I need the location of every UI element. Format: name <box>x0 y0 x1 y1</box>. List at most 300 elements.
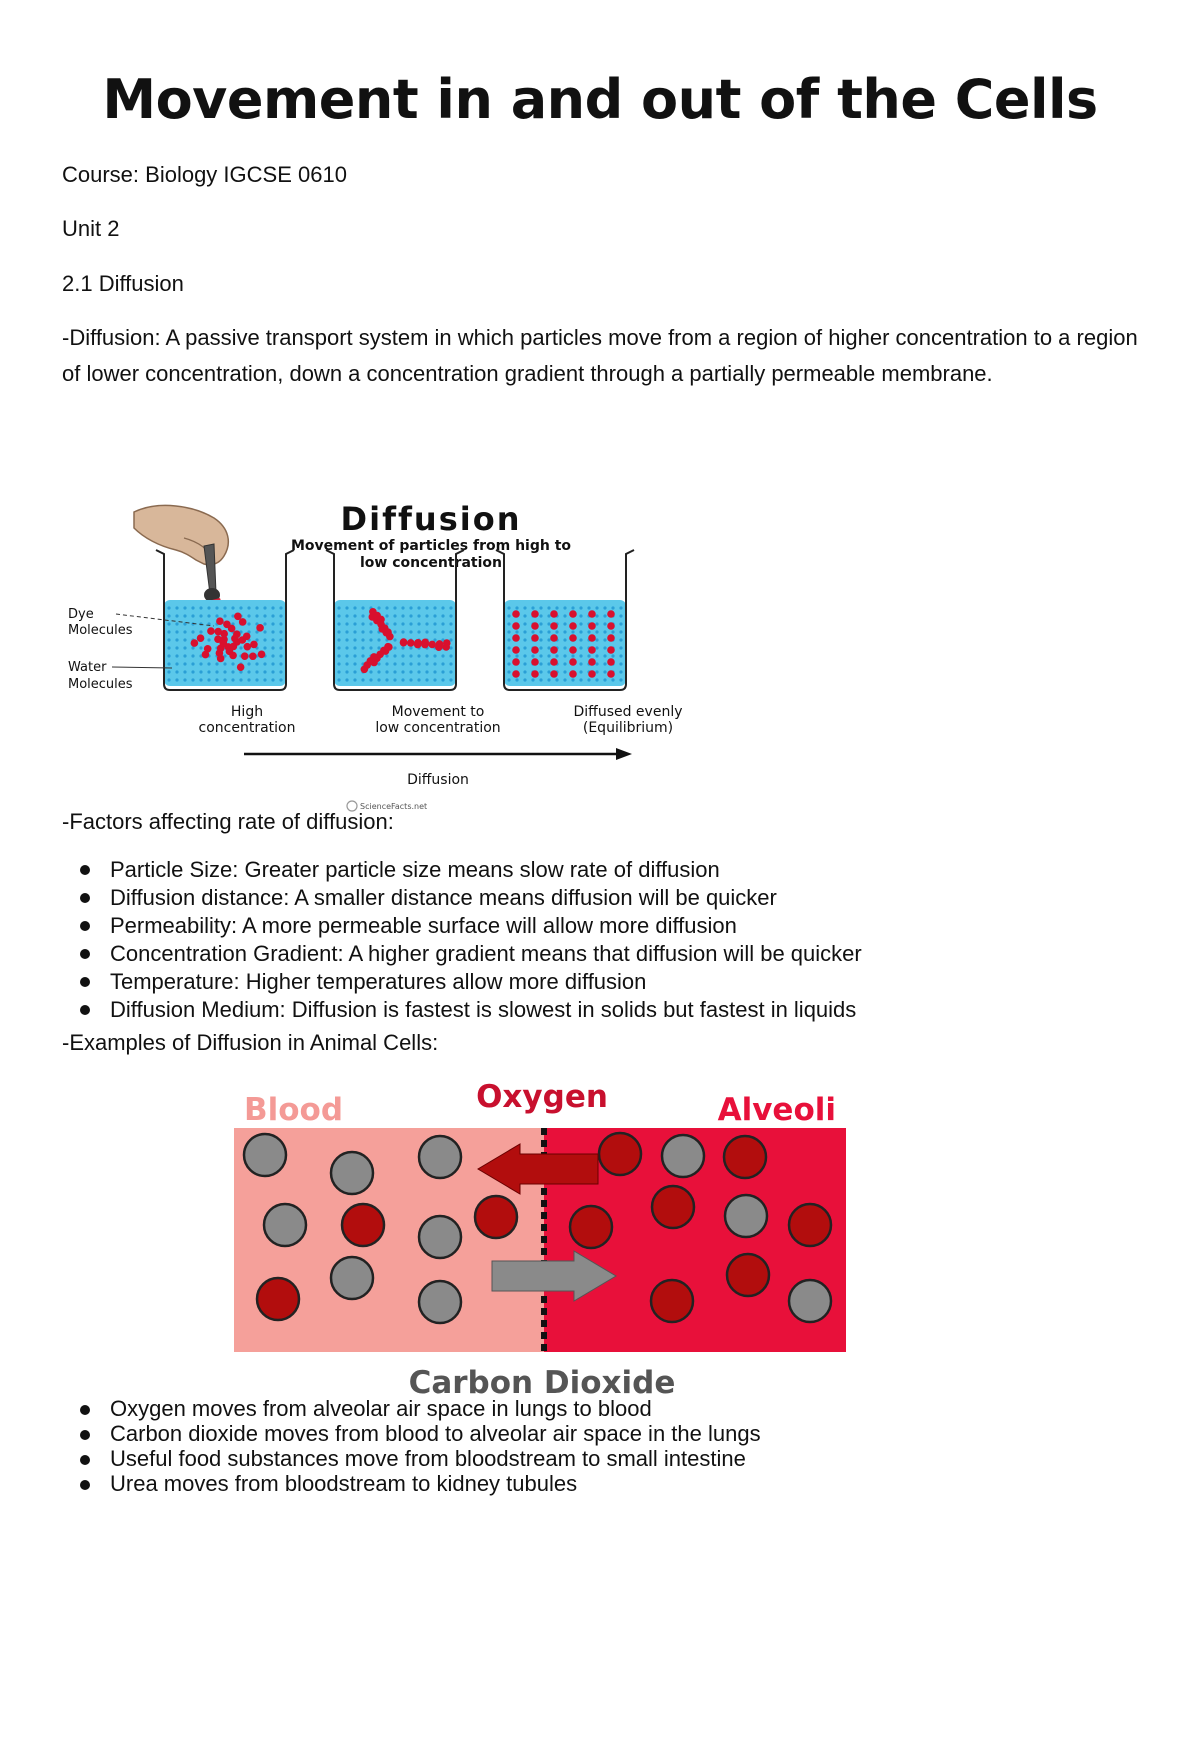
diffusion-figure-title: Diffusion <box>340 500 522 538</box>
water-molecule <box>199 614 202 617</box>
bullet-icon <box>80 1405 90 1415</box>
water-molecule <box>563 654 566 657</box>
water-molecule <box>441 678 444 681</box>
water-molecule <box>433 654 436 657</box>
water-molecule <box>539 662 542 665</box>
water-molecule <box>377 646 380 649</box>
water-molecule <box>377 606 380 609</box>
dye-molecule <box>588 622 596 630</box>
water-molecule <box>401 662 404 665</box>
water-molecule <box>401 622 404 625</box>
water-molecule <box>563 662 566 665</box>
dye-molecule <box>607 634 615 642</box>
water-molecule <box>231 670 234 673</box>
water-molecule <box>215 670 218 673</box>
oxygen-cell <box>570 1206 612 1248</box>
diffusion-arrow-head <box>616 748 632 760</box>
water-molecule <box>595 606 598 609</box>
water-molecule <box>563 638 566 641</box>
dye-molecule <box>202 651 210 659</box>
water-molecule <box>449 670 452 673</box>
water-molecule <box>255 678 258 681</box>
water-molecule <box>507 654 510 657</box>
water-molecule <box>183 662 186 665</box>
water-molecule <box>409 606 412 609</box>
water-molecule <box>401 646 404 649</box>
course-line: Course: Biology IGCSE 0610 <box>62 162 347 187</box>
water-molecule <box>425 630 428 633</box>
water-molecule <box>279 662 282 665</box>
water-molecule <box>337 614 340 617</box>
list-item: Oxygen moves from alveolar air space in lungs to blood <box>110 1396 761 1421</box>
water-molecule <box>409 678 412 681</box>
water-molecule <box>409 630 412 633</box>
co2-cell <box>419 1281 461 1323</box>
water-molecule <box>167 614 170 617</box>
water-molecule <box>183 630 186 633</box>
water-molecule <box>539 646 542 649</box>
bullet-icon <box>80 1430 90 1440</box>
water-molecule <box>571 630 574 633</box>
co2-cell <box>662 1135 704 1177</box>
water-molecule <box>175 606 178 609</box>
dye-molecule <box>400 639 408 647</box>
water-molecule <box>377 638 380 641</box>
water-molecule <box>409 622 412 625</box>
water-molecule <box>183 638 186 641</box>
dye-molecule <box>442 643 450 651</box>
dye-molecule <box>569 622 577 630</box>
water-molecule <box>531 678 534 681</box>
dye-molecule <box>258 650 266 658</box>
water-molecule <box>263 630 266 633</box>
water-molecule <box>271 606 274 609</box>
water-molecule <box>393 614 396 617</box>
water-molecule <box>507 662 510 665</box>
water-molecule <box>345 606 348 609</box>
water-molecule <box>353 670 356 673</box>
factors-list <box>62 856 862 1024</box>
diffusion-figure-subtitle-1: Movement of particles from high to <box>290 538 572 554</box>
oxygen-cell <box>652 1186 694 1228</box>
water-molecule <box>539 678 542 681</box>
gas-exchange-figure <box>230 1075 950 1405</box>
water-molecule <box>263 662 266 665</box>
water-molecule <box>271 662 274 665</box>
water-molecule <box>441 630 444 633</box>
water-molecule <box>595 662 598 665</box>
dye-molecule <box>569 646 577 654</box>
dye-molecule <box>512 646 520 654</box>
water-molecule <box>255 662 258 665</box>
water-molecule <box>507 606 510 609</box>
water-molecule <box>207 606 210 609</box>
bullet-icon <box>80 921 90 931</box>
water-molecule <box>619 614 622 617</box>
section-heading: 2.1 Diffusion <box>62 271 184 296</box>
water-molecule <box>207 662 210 665</box>
water-molecule <box>433 614 436 617</box>
beaker-high-concentration <box>156 550 294 690</box>
water-molecule <box>417 670 420 673</box>
water-molecule <box>271 630 274 633</box>
water-molecule <box>353 630 356 633</box>
water-molecule <box>199 606 202 609</box>
water-molecule <box>393 638 396 641</box>
water-molecule <box>619 622 622 625</box>
water-molecule <box>409 614 412 617</box>
water-molecule <box>167 654 170 657</box>
water-molecule <box>425 622 428 625</box>
label-dye-2: Molecules <box>68 623 133 638</box>
water-molecule <box>603 638 606 641</box>
water-molecule <box>595 654 598 657</box>
water-molecule <box>507 678 510 681</box>
water-molecule <box>183 670 186 673</box>
water-molecule <box>345 662 348 665</box>
oxygen-cell <box>651 1280 693 1322</box>
water-molecule <box>247 670 250 673</box>
water-molecule <box>175 670 178 673</box>
beaker-equilibrium <box>496 550 634 690</box>
oxygen-cell <box>257 1278 299 1320</box>
water-molecule <box>409 662 412 665</box>
water-molecule <box>183 646 186 649</box>
water-molecule <box>215 662 218 665</box>
water-molecule <box>353 662 356 665</box>
water-molecule <box>401 654 404 657</box>
dye-molecule <box>421 641 429 649</box>
water-molecule <box>507 630 510 633</box>
oxygen-cell <box>342 1204 384 1246</box>
water-molecule <box>199 630 202 633</box>
water-molecule <box>191 670 194 673</box>
water-molecule <box>441 654 444 657</box>
water-molecule <box>433 662 436 665</box>
dye-molecule <box>531 634 539 642</box>
co2-cell <box>264 1204 306 1246</box>
dye-molecule <box>512 610 520 618</box>
water-molecule <box>255 670 258 673</box>
water-molecule <box>417 662 420 665</box>
dye-molecule <box>512 634 520 642</box>
water-molecule <box>337 646 340 649</box>
water-molecule <box>555 630 558 633</box>
water-molecule <box>369 622 372 625</box>
water-molecule <box>579 662 582 665</box>
water-molecule <box>571 678 574 681</box>
water-molecule <box>523 678 526 681</box>
water-molecule <box>507 638 510 641</box>
water-molecule <box>393 678 396 681</box>
water-molecule <box>587 654 590 657</box>
water-molecule <box>255 638 258 641</box>
dye-molecule <box>550 658 558 666</box>
water-molecule <box>167 638 170 641</box>
dye-molecule <box>191 639 199 647</box>
water-molecule <box>417 654 420 657</box>
co2-label: Carbon Dioxide <box>408 1365 676 1401</box>
water-molecule <box>523 670 526 673</box>
dye-molecule <box>607 610 615 618</box>
co2-cell <box>331 1152 373 1194</box>
water-molecule <box>207 614 210 617</box>
water-molecule <box>247 614 250 617</box>
dye-molecule <box>588 634 596 642</box>
water-molecule <box>167 678 170 681</box>
water-molecule <box>547 646 550 649</box>
dye-molecule <box>550 670 558 678</box>
water-molecule <box>425 614 428 617</box>
water-molecule <box>539 606 542 609</box>
examples-heading: -Examples of Diffusion in Animal Cells: <box>62 1030 439 1055</box>
water-molecule <box>231 678 234 681</box>
water-molecule <box>263 622 266 625</box>
water-molecule <box>507 622 510 625</box>
water-molecule <box>385 678 388 681</box>
water-molecule <box>449 614 452 617</box>
water-molecule <box>619 638 622 641</box>
dye-molecule <box>531 610 539 618</box>
water-molecule <box>441 662 444 665</box>
dye-molecule <box>435 643 443 651</box>
dye-molecule <box>243 643 251 651</box>
water-molecule <box>611 606 614 609</box>
dye-molecule <box>241 652 249 660</box>
water-molecule <box>263 678 266 681</box>
bullet-icon <box>80 1480 90 1490</box>
dye-molecule <box>531 622 539 630</box>
water-molecule <box>247 662 250 665</box>
co2-cell <box>419 1136 461 1178</box>
bullet-icon <box>80 865 90 875</box>
water-molecule <box>587 606 590 609</box>
water-molecule <box>255 614 258 617</box>
water-molecule <box>223 670 226 673</box>
water-molecule <box>571 654 574 657</box>
water-molecule <box>377 678 380 681</box>
dye-molecule <box>234 612 242 620</box>
water-molecule <box>175 614 178 617</box>
water-molecule <box>279 654 282 657</box>
water-molecule <box>401 614 404 617</box>
water-molecule <box>619 678 622 681</box>
water-molecule <box>563 622 566 625</box>
water-molecule <box>531 606 534 609</box>
water-molecule <box>539 638 542 641</box>
water-molecule <box>337 622 340 625</box>
oxygen-label: Oxygen <box>476 1079 608 1115</box>
water-molecule <box>441 670 444 673</box>
water-molecule <box>271 670 274 673</box>
water-molecule <box>449 622 452 625</box>
water-molecule <box>433 670 436 673</box>
water-molecule <box>279 638 282 641</box>
bullet-icon <box>80 893 90 903</box>
water-molecule <box>337 638 340 641</box>
water-molecule <box>507 670 510 673</box>
water-molecule <box>555 654 558 657</box>
dye-molecule <box>217 655 225 663</box>
water-molecule <box>271 678 274 681</box>
water-molecule <box>223 606 226 609</box>
dye-molecule <box>384 643 392 651</box>
label-water-1: Water <box>68 660 107 675</box>
water-molecule <box>417 622 420 625</box>
beaker3-caption-2: (Equilibrium) <box>582 720 674 736</box>
water-molecule <box>369 630 372 633</box>
water-molecule <box>175 622 178 625</box>
water-molecule <box>183 678 186 681</box>
water-molecule <box>547 654 550 657</box>
water-molecule <box>385 662 388 665</box>
label-water-2: Molecules <box>68 677 133 692</box>
oxygen-cell <box>724 1136 766 1178</box>
water-molecule <box>337 630 340 633</box>
dye-molecule <box>569 670 577 678</box>
bullet-icon <box>80 1455 90 1465</box>
water-molecule <box>167 606 170 609</box>
dye-molecule <box>588 646 596 654</box>
dye-molecule <box>223 620 231 628</box>
water-molecule <box>279 614 282 617</box>
water-molecule <box>507 646 510 649</box>
water-molecule <box>353 654 356 657</box>
list-item: Useful food substances move from bloodstream to small intestine <box>110 1446 761 1471</box>
water-molecule <box>353 678 356 681</box>
water-molecule <box>393 670 396 673</box>
water-molecule <box>425 606 428 609</box>
water-molecule <box>417 614 420 617</box>
dye-molecule <box>229 652 237 660</box>
beaker3-caption-1: Diffused evenly <box>573 704 683 720</box>
water-molecule <box>619 646 622 649</box>
dye-molecule <box>214 628 222 636</box>
water-molecule <box>579 678 582 681</box>
water-molecule <box>409 654 412 657</box>
water-molecule <box>603 606 606 609</box>
dye-molecule <box>588 658 596 666</box>
water-molecule <box>531 630 534 633</box>
water-molecule <box>345 646 348 649</box>
dye-molecule <box>531 670 539 678</box>
water-molecule <box>191 646 194 649</box>
water-molecule <box>619 630 622 633</box>
water-molecule <box>279 606 282 609</box>
water-molecule <box>167 670 170 673</box>
water-molecule <box>603 662 606 665</box>
water-molecule <box>449 678 452 681</box>
water-molecule <box>361 654 364 657</box>
water-molecule <box>579 606 582 609</box>
dye-molecule <box>512 658 520 666</box>
water-molecule <box>337 606 340 609</box>
water-molecule <box>231 606 234 609</box>
water-molecule <box>547 678 550 681</box>
water-molecule <box>523 622 526 625</box>
water-molecule <box>579 622 582 625</box>
water-molecule <box>377 670 380 673</box>
oxygen-cell <box>599 1133 641 1175</box>
water-molecule <box>215 614 218 617</box>
dye-molecule <box>512 622 520 630</box>
water-molecule <box>603 678 606 681</box>
water-molecule <box>361 606 364 609</box>
water-molecule <box>167 630 170 633</box>
list-item: Carbon dioxide moves from blood to alveolar air space in the lungs <box>110 1421 761 1446</box>
water-molecule <box>255 606 258 609</box>
water-molecule <box>207 638 210 641</box>
water-molecule <box>199 670 202 673</box>
water-molecule <box>263 646 266 649</box>
credit-text: ScienceFacts.net <box>360 802 428 811</box>
list-item: Diffusion Medium: Diffusion is fastest is slowest in solids but fastest in liquids <box>110 996 862 1024</box>
water-molecule <box>337 670 340 673</box>
list-item: Diffusion distance: A smaller distance means diffusion will be quicker <box>110 884 862 912</box>
water-molecule <box>175 662 178 665</box>
water-molecule <box>507 614 510 617</box>
water-molecule <box>449 662 452 665</box>
dye-molecule <box>370 653 378 661</box>
water-molecule <box>167 662 170 665</box>
water-molecule <box>385 654 388 657</box>
water-molecule <box>207 678 210 681</box>
unit-line: Unit 2 <box>62 216 120 241</box>
water-molecule <box>345 630 348 633</box>
dye-molecule <box>377 616 385 624</box>
bullet-icon <box>80 949 90 959</box>
water-molecule <box>231 662 234 665</box>
water-molecule <box>417 606 420 609</box>
factors-heading: -Factors affecting rate of diffusion: <box>62 809 394 834</box>
water-molecule <box>539 654 542 657</box>
water-molecule <box>393 662 396 665</box>
water-molecule <box>531 654 534 657</box>
dye-molecule <box>569 634 577 642</box>
water-molecule <box>523 662 526 665</box>
beaker2-caption-1: Movement to <box>391 704 485 720</box>
bullet-icon <box>80 977 90 987</box>
water-molecule <box>271 622 274 625</box>
page-title: Movement in and out of the Cells <box>102 68 1098 131</box>
water-molecule <box>279 630 282 633</box>
water-molecule <box>611 678 614 681</box>
water-molecule <box>279 678 282 681</box>
water-molecule <box>603 654 606 657</box>
water-molecule <box>263 670 266 673</box>
water-molecule <box>361 678 364 681</box>
water-molecule <box>433 678 436 681</box>
water-molecule <box>425 662 428 665</box>
water-molecule <box>369 638 372 641</box>
dye-molecule <box>569 658 577 666</box>
co2-cell <box>725 1195 767 1237</box>
water-molecule <box>393 646 396 649</box>
examples-list <box>62 1396 761 1496</box>
beaker-movement <box>326 550 464 690</box>
water-molecule <box>539 614 542 617</box>
water-molecule <box>539 670 542 673</box>
water-molecule <box>563 614 566 617</box>
water-molecule <box>345 678 348 681</box>
water-molecule <box>183 606 186 609</box>
water-molecule <box>271 638 274 641</box>
water-molecule <box>563 670 566 673</box>
water-molecule <box>603 670 606 673</box>
oxygen-cell <box>727 1254 769 1296</box>
water-molecule <box>385 614 388 617</box>
water-molecule <box>587 678 590 681</box>
